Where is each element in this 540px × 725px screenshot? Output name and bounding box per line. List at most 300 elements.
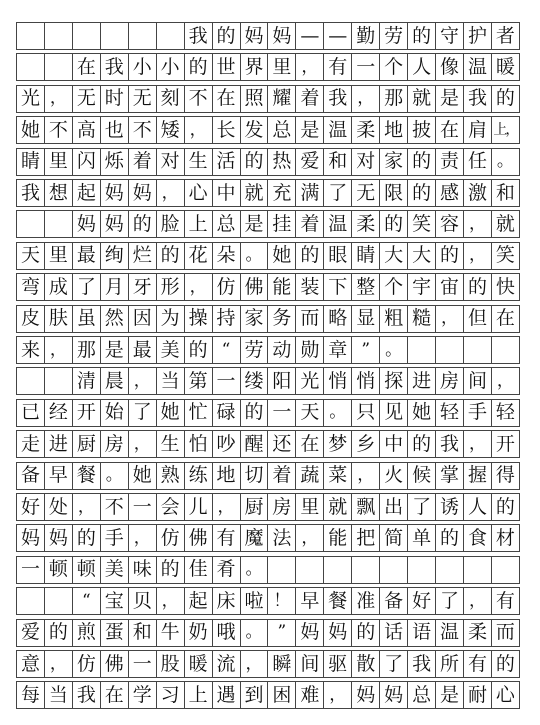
- grid-cell: 形: [157, 274, 185, 300]
- grid-cell: [408, 337, 436, 363]
- grid-cell: 房: [268, 494, 296, 520]
- grid-cell: 一: [213, 368, 241, 394]
- grid-cell: 会: [157, 494, 185, 520]
- grid-cell: 花: [185, 243, 213, 269]
- grid-cell: 意: [17, 651, 45, 677]
- grid-cell: 材: [492, 525, 520, 551]
- grid-cell: 天: [17, 243, 45, 269]
- grid-cell: 柔: [464, 620, 492, 646]
- grid-cell: 柔: [352, 117, 380, 143]
- grid-cell: 蛋: [101, 620, 129, 646]
- grid-cell: 披: [408, 117, 436, 143]
- grid-cell: 佛: [241, 274, 269, 300]
- grid-cell: ，: [492, 368, 520, 394]
- grid-cell: 梦: [324, 431, 352, 457]
- grid-cell: 食: [464, 525, 492, 551]
- grid-cell: 顿: [73, 557, 101, 583]
- grid-cell: 不: [129, 117, 157, 143]
- grid-cell: 好: [408, 588, 436, 614]
- grid-cell: 仿: [213, 274, 241, 300]
- composition-paper: [16, 22, 520, 712]
- grid-cell: 笑: [408, 211, 436, 237]
- grid-cell: 活: [213, 149, 241, 175]
- grid-cell: 和: [492, 180, 520, 206]
- grid-cell: ，: [296, 525, 324, 551]
- grid-cell: 人: [408, 54, 436, 80]
- grid-cell: [45, 588, 73, 614]
- grid-cell: 佛: [185, 525, 213, 551]
- grid-cell: 守: [436, 23, 464, 49]
- grid-cell: [73, 23, 101, 49]
- grid-cell: —: [296, 23, 324, 49]
- grid-cell: 轻: [436, 400, 464, 426]
- grid-cell: 探: [380, 368, 408, 394]
- grid-cell: 妈: [380, 682, 408, 708]
- grid-cell: 好: [17, 494, 45, 520]
- grid-cell: 限: [380, 180, 408, 206]
- grid-cell: 的: [157, 557, 185, 583]
- grid-cell: 困: [268, 682, 296, 708]
- grid-cell: 所: [436, 651, 464, 677]
- grid-cell: 能: [268, 274, 296, 300]
- grid-cell: 准: [352, 588, 380, 614]
- grid-cell: 餐: [73, 463, 101, 489]
- grid-cell: 肩: [464, 117, 492, 143]
- grid-cell: [408, 557, 436, 583]
- grid-cell: 处: [45, 494, 73, 520]
- grid-cell: 容: [436, 211, 464, 237]
- grid-cell: [45, 211, 73, 237]
- grid-cell: 佳: [185, 557, 213, 583]
- grid-cell: 睛: [352, 243, 380, 269]
- grid-cell: 悄: [324, 368, 352, 394]
- grid-cell: 开: [73, 400, 101, 426]
- grid-cell: [352, 557, 380, 583]
- grid-cell: 她: [157, 400, 185, 426]
- grid-cell: 是: [436, 86, 464, 112]
- grid-cell: 照: [241, 86, 269, 112]
- grid-cell: 当: [45, 682, 73, 708]
- grid-cell: 就: [492, 211, 520, 237]
- grid-cell: 大: [408, 243, 436, 269]
- grid-cell: ，: [241, 651, 269, 677]
- grid-cell: 热: [268, 149, 296, 175]
- grid-cell: 宇: [408, 274, 436, 300]
- grid-cell: [17, 54, 45, 80]
- grid-cell: 有: [324, 54, 352, 80]
- grid-cell: 的: [492, 651, 520, 677]
- grid-cell: 快: [492, 274, 520, 300]
- grid-cell: 中: [380, 431, 408, 457]
- grid-cell: 着: [296, 211, 324, 237]
- grid-cell: 只: [352, 400, 380, 426]
- grid-cell: 。: [241, 243, 269, 269]
- grid-cell: 她: [17, 117, 45, 143]
- grid-cell: ，: [45, 651, 73, 677]
- grid-cell: 和: [324, 149, 352, 175]
- grid-cell: 啦: [241, 588, 269, 614]
- grid-cell: 月: [101, 274, 129, 300]
- grid-cell: 因: [129, 306, 157, 332]
- grid-cell: 的: [352, 620, 380, 646]
- grid-cell: 晨: [101, 368, 129, 394]
- grid-cell: 每: [17, 682, 45, 708]
- grid-cell: 生: [185, 149, 213, 175]
- grid-cell: 法: [268, 525, 296, 551]
- grid-cell: 一: [17, 557, 45, 583]
- grid-cell: 。: [101, 463, 129, 489]
- grid-cell: 宙: [436, 274, 464, 300]
- grid-cell: 光: [296, 368, 324, 394]
- grid-cell: 在: [492, 306, 520, 332]
- grid-cell: 爱: [17, 620, 45, 646]
- grid-cell: 耀: [268, 86, 296, 112]
- grid-cell: 任: [464, 149, 492, 175]
- grid-cell: 的: [408, 149, 436, 175]
- grid-cell: 还: [268, 431, 296, 457]
- grid-cell: 来: [17, 337, 45, 363]
- grid-cell: 了: [73, 274, 101, 300]
- grid-cell: 里: [45, 243, 73, 269]
- grid-cell: 总: [408, 682, 436, 708]
- grid-cell: 她: [408, 400, 436, 426]
- grid-cell: 勋: [296, 337, 324, 363]
- grid-cell: 朵: [213, 243, 241, 269]
- grid-row: [16, 619, 520, 647]
- grid-cell: 成: [45, 274, 73, 300]
- grid-cell: 的: [241, 400, 269, 426]
- grid-cell: 候: [408, 463, 436, 489]
- grid-cell: 味: [129, 557, 157, 583]
- grid-cell: 备: [380, 588, 408, 614]
- grid-cell: 我: [436, 431, 464, 457]
- grid-row: [16, 399, 520, 427]
- grid-cell: 激: [464, 180, 492, 206]
- grid-cell: [17, 23, 45, 49]
- grid-cell: ，: [352, 463, 380, 489]
- grid-cell: [157, 23, 185, 49]
- grid-cell: ，: [157, 588, 185, 614]
- grid-cell: 刻: [157, 86, 185, 112]
- grid-cell: 出: [380, 494, 408, 520]
- grid-cell: —: [324, 23, 352, 49]
- grid-cell: 把: [352, 525, 380, 551]
- grid-cell: 煎: [73, 620, 101, 646]
- grid-cell: 是: [296, 117, 324, 143]
- grid-row: [16, 116, 520, 144]
- grid-cell: [45, 23, 73, 49]
- grid-cell: 备: [17, 463, 45, 489]
- grid-cell: [464, 337, 492, 363]
- grid-cell: 难: [296, 682, 324, 708]
- grid-cell: 握: [464, 463, 492, 489]
- grid-cell: 烂: [129, 243, 157, 269]
- grid-cell: 中: [213, 180, 241, 206]
- grid-row: [16, 336, 520, 364]
- grid-cell: 无: [73, 86, 101, 112]
- grid-cell: 话: [380, 620, 408, 646]
- grid-cell: 肤: [45, 306, 73, 332]
- grid-cell: 暖: [185, 651, 213, 677]
- grid-row: [16, 305, 520, 333]
- grid-cell: 的: [73, 525, 101, 551]
- grid-cell: ，: [185, 117, 213, 143]
- grid-cell: [296, 557, 324, 583]
- grid-cell: 光: [17, 86, 45, 112]
- grid-cell: 的: [408, 23, 436, 49]
- grid-cell: ，: [185, 274, 213, 300]
- grid-cell: 务: [268, 306, 296, 332]
- grid-cell: ，: [45, 337, 73, 363]
- grid-cell: 心: [185, 180, 213, 206]
- grid-cell: [492, 557, 520, 583]
- grid-cell: 飘: [352, 494, 380, 520]
- grid-cell: 家: [241, 306, 269, 332]
- grid-cell: 的: [45, 620, 73, 646]
- grid-cell: 持: [213, 306, 241, 332]
- grid-cell: 我: [73, 682, 101, 708]
- grid-cell: [436, 337, 464, 363]
- grid-cell: 时: [101, 86, 129, 112]
- grid-cell: 。: [324, 400, 352, 426]
- grid-cell: [17, 211, 45, 237]
- grid-cell: 流: [213, 651, 241, 677]
- grid-cell: ，: [352, 86, 380, 112]
- grid-cell: 虽: [73, 306, 101, 332]
- grid-cell: 了: [436, 588, 464, 614]
- grid-cell: ”: [268, 620, 296, 646]
- grid-cell: ，: [129, 525, 157, 551]
- grid-cell: 烁: [101, 149, 129, 175]
- grid-cell: 驱: [324, 651, 352, 677]
- grid-cell: 温: [464, 54, 492, 80]
- grid-cell: 床: [213, 588, 241, 614]
- grid-cell: 妈: [17, 525, 45, 551]
- grid-cell: 总: [213, 211, 241, 237]
- grid-cell: [17, 368, 45, 394]
- grid-cell: ，: [464, 243, 492, 269]
- grid-cell: 了: [129, 400, 157, 426]
- grid-cell: 的: [157, 243, 185, 269]
- grid-cell: 。: [380, 337, 408, 363]
- grid-cell: 妈: [324, 620, 352, 646]
- grid-cell: 心: [492, 682, 520, 708]
- grid-cell: 是: [241, 211, 269, 237]
- grid-row: [16, 587, 520, 615]
- grid-row: [16, 430, 520, 458]
- grid-cell: 的: [296, 243, 324, 269]
- grid-cell: 闪: [73, 149, 101, 175]
- grid-cell: 粗: [380, 306, 408, 332]
- grid-cell: 乡: [352, 431, 380, 457]
- grid-cell: 耐: [464, 682, 492, 708]
- grid-row: [16, 462, 520, 490]
- grid-cell: 不: [101, 494, 129, 520]
- grid-cell: 然: [101, 306, 129, 332]
- grid-cell: 眼: [324, 243, 352, 269]
- grid-cell: 仿: [157, 525, 185, 551]
- grid-cell: 间: [296, 651, 324, 677]
- grid-cell: 早: [45, 463, 73, 489]
- grid-cell: ，: [45, 86, 73, 112]
- grid-cell: 矮: [157, 117, 185, 143]
- grid-cell: 是: [101, 337, 129, 363]
- grid-cell: 醒: [241, 431, 269, 457]
- grid-cell: 当: [157, 368, 185, 394]
- grid-cell: 着: [268, 463, 296, 489]
- grid-cell: 者: [492, 23, 520, 49]
- grid-cell: 上，: [492, 117, 520, 143]
- grid-cell: ，: [129, 431, 157, 457]
- grid-cell: 个: [380, 54, 408, 80]
- grid-cell: ，: [157, 180, 185, 206]
- grid-cell: 已: [17, 400, 45, 426]
- grid-cell: 家: [380, 149, 408, 175]
- grid-cell: 就: [408, 86, 436, 112]
- grid-cell: 糙: [408, 306, 436, 332]
- grid-cell: 就: [241, 180, 269, 206]
- grid-cell: 练: [185, 463, 213, 489]
- grid-cell: 贝: [129, 588, 157, 614]
- grid-cell: 妈: [45, 525, 73, 551]
- grid-cell: 她: [268, 243, 296, 269]
- grid-cell: 对: [352, 149, 380, 175]
- grid-cell: ，: [464, 431, 492, 457]
- grid-cell: 挂: [268, 211, 296, 237]
- grid-cell: 在: [213, 86, 241, 112]
- grid-cell: ，: [73, 494, 101, 520]
- grid-cell: 餐: [324, 588, 352, 614]
- grid-cell: 像: [436, 54, 464, 80]
- grid-cell: 的: [436, 525, 464, 551]
- grid-cell: 不: [185, 86, 213, 112]
- grid-cell: 我: [17, 180, 45, 206]
- grid-cell: 而: [296, 306, 324, 332]
- grid-cell: 进: [408, 368, 436, 394]
- grid-cell: 一: [129, 494, 157, 520]
- grid-cell: 一: [352, 54, 380, 80]
- grid-cell: 的: [436, 243, 464, 269]
- grid-cell: [268, 557, 296, 583]
- grid-cell: [324, 557, 352, 583]
- grid-cell: 吵: [213, 431, 241, 457]
- grid-cell: 妈: [352, 682, 380, 708]
- grid-cell: [129, 23, 157, 49]
- grid-cell: 火: [380, 463, 408, 489]
- grid-cell: 缕: [241, 368, 269, 394]
- grid-cell: 有: [464, 651, 492, 677]
- grid-cell: 略: [324, 306, 352, 332]
- grid-cell: 个: [380, 274, 408, 300]
- grid-cell: [45, 54, 73, 80]
- grid-cell: 悄: [352, 368, 380, 394]
- grid-cell: 的: [464, 274, 492, 300]
- grid-cell: 有: [213, 525, 241, 551]
- grid-cell: 牙: [129, 274, 157, 300]
- grid-cell: 章: [324, 337, 352, 363]
- grid-row: [16, 273, 520, 301]
- grid-cell: 世: [213, 54, 241, 80]
- grid-cell: 劳: [380, 23, 408, 49]
- grid-cell: 清: [73, 368, 101, 394]
- grid-cell: “: [73, 588, 101, 614]
- grid-cell: 的: [185, 337, 213, 363]
- grid-cell: 上: [185, 211, 213, 237]
- grid-cell: 奶: [185, 620, 213, 646]
- grid-cell: 在: [436, 117, 464, 143]
- grid-cell: 一: [268, 400, 296, 426]
- grid-cell: ，: [129, 368, 157, 394]
- grid-cell: 弯: [17, 274, 45, 300]
- grid-cell: 简: [380, 525, 408, 551]
- grid-cell: 想: [45, 180, 73, 206]
- grid-cell: 厨: [241, 494, 269, 520]
- grid-cell: 无: [129, 86, 157, 112]
- grid-cell: 瞬: [268, 651, 296, 677]
- grid-cell: 始: [101, 400, 129, 426]
- grid-row: [16, 85, 520, 113]
- grid-cell: 动: [268, 337, 296, 363]
- grid-cell: 最: [129, 337, 157, 363]
- grid-cell: 起: [185, 588, 213, 614]
- grid-cell: 阳: [268, 368, 296, 394]
- grid-cell: 我: [101, 54, 129, 80]
- grid-cell: 的: [408, 180, 436, 206]
- grid-cell: 大: [380, 243, 408, 269]
- grid-cell: 地: [380, 117, 408, 143]
- grid-cell: ，: [436, 306, 464, 332]
- grid-cell: 进: [45, 431, 73, 457]
- grid-cell: 总: [268, 117, 296, 143]
- grid-cell: 满: [296, 180, 324, 206]
- grid-cell: 散: [352, 651, 380, 677]
- grid-cell: 哦: [213, 620, 241, 646]
- grid-cell: 温: [436, 620, 464, 646]
- grid-cell: 佛: [101, 651, 129, 677]
- grid-cell: 遇: [213, 682, 241, 708]
- grid-cell: 到: [241, 682, 269, 708]
- grid-cell: 里: [296, 494, 324, 520]
- grid-cell: 蔬: [296, 463, 324, 489]
- grid-cell: 我: [408, 651, 436, 677]
- grid-cell: 仿: [73, 651, 101, 677]
- grid-cell: ，: [464, 588, 492, 614]
- grid-cell: 了: [324, 180, 352, 206]
- grid-cell: 地: [213, 463, 241, 489]
- grid-cell: 妈: [268, 23, 296, 49]
- grid-cell: 生: [157, 431, 185, 457]
- grid-cell: 第: [185, 368, 213, 394]
- grid-row: [16, 148, 520, 176]
- grid-cell: 护: [464, 23, 492, 49]
- grid-cell: 的: [492, 494, 520, 520]
- grid-cell: 就: [324, 494, 352, 520]
- grid-cell: 发: [241, 117, 269, 143]
- grid-cell: 那: [73, 337, 101, 363]
- grid-cell: 的: [492, 86, 520, 112]
- grid-cell: 魔: [241, 525, 269, 551]
- grid-cell: 绚: [101, 243, 129, 269]
- grid-cell: 整: [352, 274, 380, 300]
- grid-cell: 柔: [352, 211, 380, 237]
- grid-cell: 房: [101, 431, 129, 457]
- grid-cell: 厨: [73, 431, 101, 457]
- grid-cell: 她: [129, 463, 157, 489]
- grid-cell: 手: [101, 525, 129, 551]
- grid-cell: 充: [268, 180, 296, 206]
- grid-row: [16, 179, 520, 207]
- grid-cell: ，: [296, 54, 324, 80]
